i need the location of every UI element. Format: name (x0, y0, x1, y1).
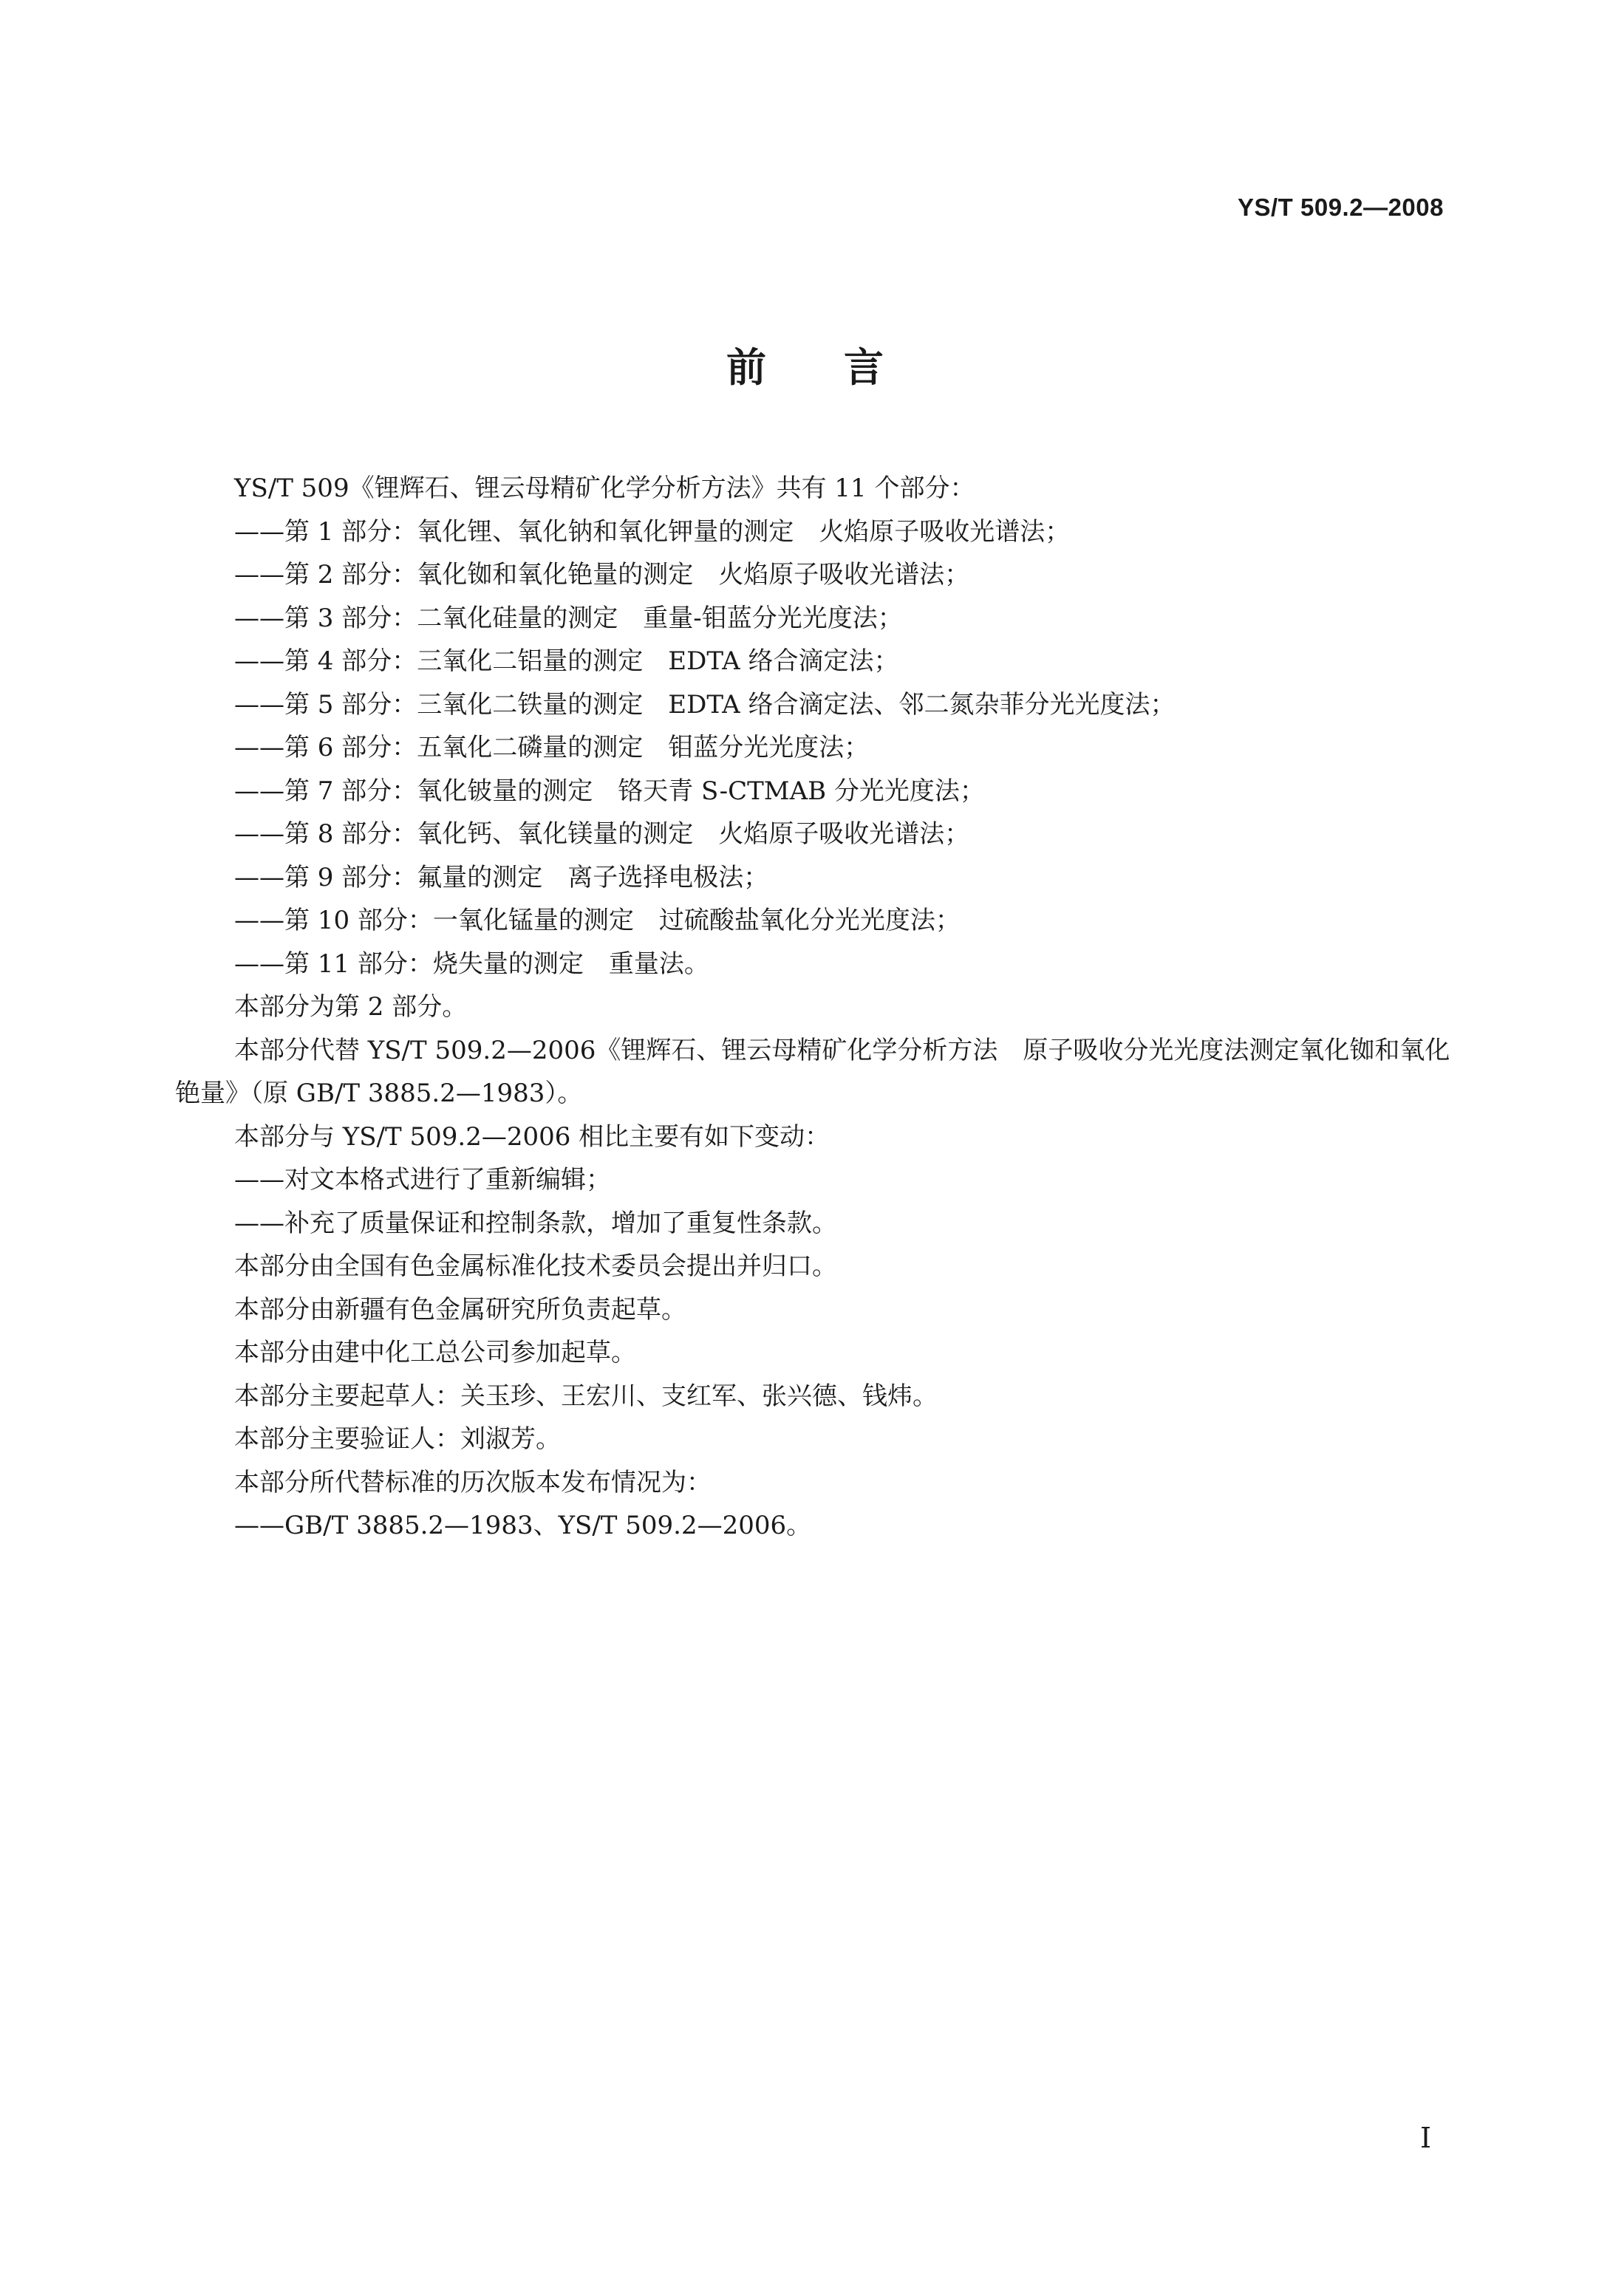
list-item-part-11: ——第 11 部分：烧失量的测定 重量法。 (234, 949, 709, 979)
page-title (0, 336, 1610, 393)
page-number: I (1419, 2122, 1431, 2154)
list-item-part-9: ——第 9 部分：氟量的测定 离子选择电极法； (234, 862, 769, 892)
standard-code: YS/T 509.2—2008 (1237, 194, 1444, 221)
list-item-history: ——GB/T 3885.2—1983、YS/T 509.2—2006。 (234, 1511, 812, 1540)
list-item-part-6: ——第 6 部分：五氧化二磷量的测定 钼蓝分光光度法； (234, 733, 870, 762)
page-title-char-1: 前 (726, 344, 766, 391)
paragraph-intro: YS/T 509《锂辉石、锂云母精矿化学分析方法》共有 11 个部分： (234, 474, 975, 503)
paragraph-changes-intro: 本部分与 YS/T 509.2—2006 相比主要有如下变动： (234, 1121, 830, 1152)
list-item-part-5: ——第 5 部分：三氧化二铁量的测定 EDTA 络合滴定法、邻二氮杂菲分光光度法； (234, 689, 1176, 720)
paragraph-proposed-by: 本部分由全国有色金属标准化技术委员会提出并归口。 (234, 1251, 837, 1281)
paragraph-drafted-by: 本部分由新疆有色金属研究所负责起草。 (234, 1294, 686, 1325)
list-item-part-10: ——第 10 部分：一氧化锰量的测定 过硫酸盐氧化分光光度法； (234, 906, 961, 935)
list-item-part-3: ——第 3 部分：二氧化硅量的测定 重量-钼蓝分光光度法； (234, 603, 903, 633)
paragraph-history-intro: 本部分所代替标准的历次版本发布情况为： (234, 1467, 712, 1497)
list-item-part-7: ——第 7 部分：氧化铍量的测定 铬天青 S-CTMAB 分光光度法； (234, 776, 985, 806)
paragraph-this-part: 本部分为第 2 部分。 (234, 992, 468, 1022)
foreword-body (175, 467, 1453, 1548)
list-item-change-1: ——对文本格式进行了重新编辑； (234, 1165, 611, 1195)
paragraph-replaces: 本部分代替 YS/T 509.2—2006《锂辉石、锂云母精矿化学分析方法 原子吸收分光光度法测定氧化铷和氧化铯量》（原 GB/T 3885.2—1983）。 (175, 1035, 1450, 1108)
paragraph-drafters: 本部分主要起草人：关玉珍、王宏川、支红军、张兴德、钱炜。 (234, 1381, 938, 1411)
list-item-part-8: ——第 8 部分：氧化钙、氧化镁量的测定 火焰原子吸收光谱法； (234, 819, 970, 849)
page-title-char-2: 言 (844, 344, 884, 391)
paragraph-participated: 本部分由建中化工总公司参加起草。 (234, 1338, 636, 1367)
list-item-part-4: ——第 4 部分：三氧化二铝量的测定 EDTA 络合滴定法； (234, 646, 899, 676)
list-item-part-2: ——第 2 部分：氧化铷和氧化铯量的测定 火焰原子吸收光谱法； (234, 560, 970, 590)
list-item-change-2: ——补充了质量保证和控制条款，增加了重复性条款。 (234, 1208, 837, 1238)
paragraph-verifier: 本部分主要验证人：刘淑芳。 (234, 1424, 561, 1454)
list-item-part-1: ——第 1 部分：氧化锂、氧化钠和氧化钾量的测定 火焰原子吸收光谱法； (234, 516, 1071, 547)
